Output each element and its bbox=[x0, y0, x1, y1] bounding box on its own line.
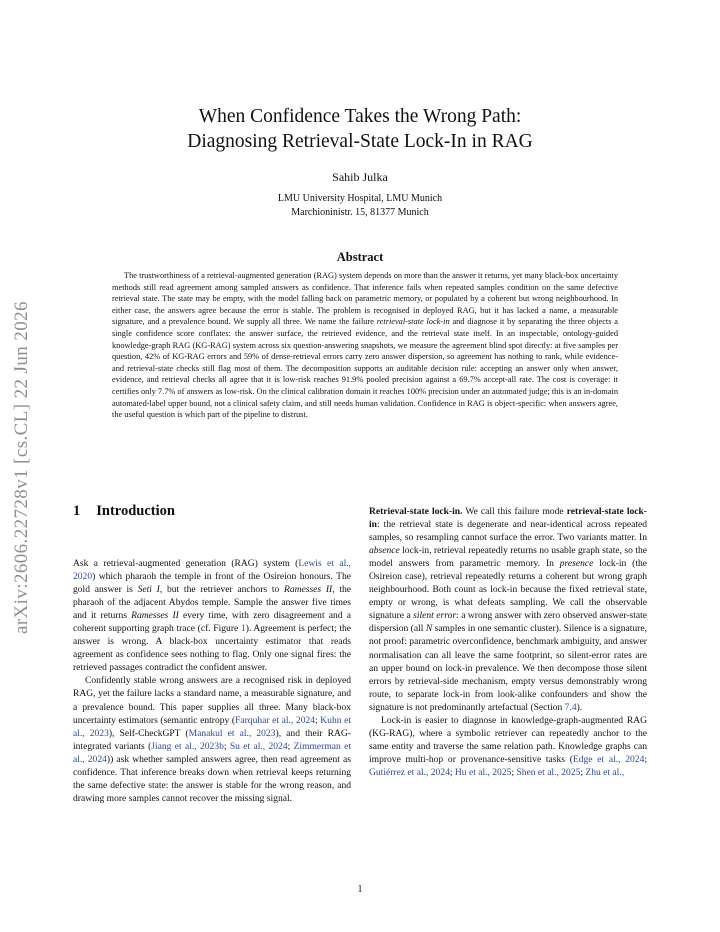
citation-link[interactable]: Edge et al., 2024 bbox=[572, 753, 645, 765]
abstract-text-1: The trustworthiness of a retrieval-augmented generation (RAG) system depends on more than the answer it returns, yet many black-box uncertainty methods still read agreement among sampled answers as confidence. That inference fails when repeated samples condition on the same defective retrieval state. The state may be empty, with the model falling back on parametric memory, or populated by a coherent but wrong neighbourhood. In either case, the answers agree because the error is stable. The problem is recognised in deployed RAG, but it has lacked a name, a measurable signature, and a prevalence bound. We supply all three. We name the failure bbox=[112, 271, 618, 327]
emphasis-text: presence bbox=[559, 558, 594, 570]
text-run: Lock-in is easier to diagnose in knowledge-graph-augmented RAG (KG-RAG), where a symbolic retriever can repeatedly anchor to the same entity and traverse the same relation path. Knowledge graphs can improve multi-hop or provenance-sensitive tasks ( bbox=[369, 714, 647, 765]
text-run: lock-in, retrieval repeatedly returns no usable graph state, so the model answers from parametric memory. In bbox=[369, 545, 647, 570]
affiliation-line-1: LMU University Hospital, LMU Munich bbox=[277, 193, 443, 204]
text-run: , the pharaoh of the adjacent Abydos temple. Sample the answer five times and it returns bbox=[73, 584, 352, 622]
abstract-heading: Abstract bbox=[336, 250, 384, 264]
abstract-text-2: and diagnose it by separating the three objects a single confidence score conflates: the answer surface, the retrieved evidence, and the retrieval state itself. In an inspectable, ontology-guided knowledge-graph RAG (KG-RAG) system across six question-answering snapshots, we measure the agreement blind spot directly: at five samples per question, 42% of KG-RAG errors and 59% of dense-retrieval errors carry zero answer dispersion, so agreement has nothing to rank, while evidence- and retrieval-state checks still flag most of them. The decomposition supports an auditable decision rule: accepting an answer only when answer, evidence, and retrieval checks all agree that it is low-risk reaches 91.9% pooled precision against a 69.7% accept-all rate. The cost is coverage: it certifies only 7.7% of answers as low-risk. On the clinical calibration domain it reaches 100% precision under an automated judge; this is an in-domain automated-label upper bound, not a clinical safety claim, and still needs human validation. Confidence in RAG is object-specific: when answers agree, the useful question is which part of the pipeline to distrust. bbox=[112, 317, 618, 420]
lockin-paragraph bbox=[369, 505, 647, 714]
figure-reference-link[interactable]: 1 bbox=[240, 623, 246, 635]
citation-link[interactable]: Farquhar et al., 2024 bbox=[235, 714, 316, 726]
citation-link[interactable]: Shen et al., 2025 bbox=[516, 766, 581, 778]
abstract-term: retrieval-state lock-in bbox=[376, 317, 450, 327]
arxiv-identifier-stamp: arXiv:2606.22728v1 [cs.CL] 22 Jun 2026 bbox=[11, 301, 32, 635]
text-run: ; bbox=[511, 766, 517, 778]
text-run: ; bbox=[315, 714, 321, 726]
intro-paragraph-1 bbox=[73, 557, 351, 674]
page-number: 1 bbox=[357, 884, 363, 895]
section-number: 1 bbox=[73, 503, 81, 519]
text-run: ), Self-CheckGPT ( bbox=[108, 727, 189, 739]
kgrag-paragraph bbox=[369, 714, 647, 779]
right-column bbox=[369, 505, 647, 779]
section-reference-link[interactable]: 7.4 bbox=[564, 701, 577, 713]
text-run: ). Agreement is perfect; the answer is wrong. A black-box uncertainty estimator that reads agreement as confidence sees nothing to flag. Only one signal fires: the retrieved passages contradict the confident answer. bbox=[73, 623, 351, 674]
text-run: every time, with zero disagreement and a coherent supporting graph trace (cf. Figure bbox=[73, 610, 351, 635]
abstract-body bbox=[112, 270, 618, 421]
text-run: ; bbox=[644, 753, 647, 765]
citation-link[interactable]: Kuhn et al., 2023 bbox=[73, 714, 351, 739]
citation-link[interactable]: Gutiérrez et al., 2024 bbox=[369, 766, 450, 778]
math-variable: N bbox=[425, 623, 433, 635]
text-run: ; bbox=[223, 740, 230, 752]
text-run: : the retrieval state is degenerate and near-identical across repeated samples, so resampling cannot surface the error. Two variants matter. In bbox=[369, 519, 647, 544]
citation-link[interactable]: Jiang et al., 2023b bbox=[151, 740, 224, 752]
emphasis-text: Ramesses II bbox=[131, 610, 179, 622]
intro-paragraph-2 bbox=[73, 674, 351, 804]
text-run: )) ask whether sampled answers agree, then read agreement as confidence. That inference breaks down when retrieval keeps returning the same defective state: the answer is stable for the wrong reason, and drawing more samples cannot recover the missing signal. bbox=[73, 753, 351, 804]
text-run: lock-in (the Osireion case), retrieval repeatedly returns a coherent but wrong graph neighbourhood. Both count as lock-in because the fixed retrieval state, empty or wrong, is what defeats sampling. We call the observable signature a bbox=[369, 558, 647, 622]
text-run: Ask a retrieval-augmented generation (RAG) system ( bbox=[73, 558, 299, 569]
paper-title bbox=[0, 104, 720, 154]
author-affiliation bbox=[0, 192, 720, 220]
citation-link[interactable]: Hu et al., 2025 bbox=[454, 766, 512, 778]
text-run: ; bbox=[287, 740, 294, 752]
text-run: : a wrong answer with zero observed answer-state dispersion (all bbox=[369, 610, 648, 635]
text-run: We call this failure mode bbox=[462, 506, 567, 517]
citation-link[interactable]: Zimmerman et al., 2024 bbox=[73, 740, 352, 765]
text-run: ; bbox=[449, 766, 455, 778]
left-column bbox=[73, 557, 351, 805]
emphasis-text: silent error bbox=[413, 610, 457, 622]
text-run: ), and their RAG-integrated variants ( bbox=[73, 727, 351, 752]
text-run: , but the retriever anchors to bbox=[159, 584, 284, 596]
section-heading bbox=[73, 503, 175, 520]
author-name: Sahib Julka bbox=[332, 170, 388, 184]
text-run: ; bbox=[580, 766, 586, 778]
title-line-1: When Confidence Takes the Wrong Path: bbox=[198, 106, 522, 127]
text-run: ) which pharaoh the temple in front of the Osireion honours. The gold answer is bbox=[73, 571, 351, 596]
affiliation-line-2: Marchioninistr. 15, 81377 Munich bbox=[291, 207, 429, 218]
run-in-heading: Retrieval-state lock-in. bbox=[369, 506, 463, 517]
title-line-2: Diagnosing Retrieval-State Lock-In in RAG bbox=[187, 131, 533, 152]
text-run: Confidently stable wrong answers are a recognised risk in deployed RAG, yet the failure lacks a standard name, a measurable signature, and a prevalence bound. This paper supplies all three. Many black-box uncertainty estimators (semantic entropy ( bbox=[73, 675, 351, 726]
citation-link[interactable]: Zhu et al., bbox=[585, 766, 625, 778]
section-title: Introduction bbox=[96, 503, 175, 519]
bold-term: retrieval-state lock-in bbox=[369, 506, 647, 531]
emphasis-text: absence bbox=[369, 545, 400, 557]
emphasis-text: Ramesses II bbox=[284, 584, 333, 596]
emphasis-text: Seti I bbox=[137, 584, 160, 596]
citation-link[interactable]: Lewis et al., 2020 bbox=[73, 558, 351, 583]
citation-link[interactable]: Manakul et al., 2023 bbox=[188, 727, 276, 739]
text-run: ). bbox=[576, 701, 583, 713]
citation-link[interactable]: Su et al., 2024 bbox=[229, 740, 288, 752]
text-run: samples in one semantic cluster). Silence is a signature, not proof: parametric overconfidence, benchmark ambiguity, and answer normalisation can all leave the same footprint, so silent-error rates are an upper bound on lock-in prevalence. We then decompose those silent errors by retrieval-side mechanism, empty versus demonstrably wrong route, to separate lock-in from look-alike confounders and show the signature is not predominantly artefactual (Section bbox=[369, 623, 647, 713]
